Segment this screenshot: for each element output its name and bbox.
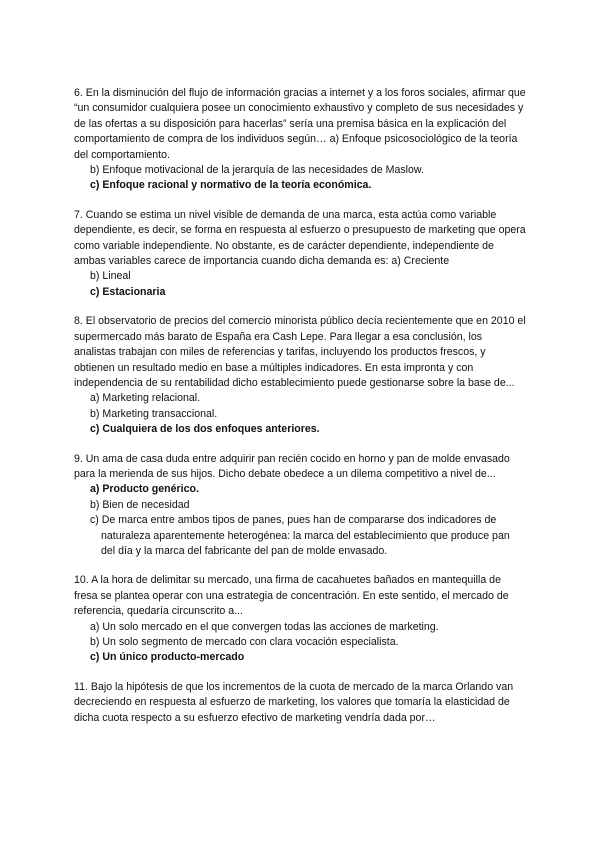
question-9 <box>74 452 526 560</box>
answer-option: b) Enfoque motivacional de la jerarquía de las necesidades de Maslow. <box>90 164 424 177</box>
question-stem: 7. Cuando se estima un nivel visible de demanda de una marca, esta actúa como variable dependiente, es decir, se forma en respuesta al esfuerzo o presupuesto de marketing que opera como variable independiente. No obstante, es de carácter dependiente, independiente de ambas variables carece de importancia cuando dicha demanda es: a) Creciente <box>74 208 526 268</box>
answer-option: b) Bien de necesidad <box>90 498 190 511</box>
answer-option-correct: c) Cualquiera de los dos enfoques anteriores. <box>90 423 320 436</box>
question-stem: 11. Bajo la hipótesis de que los incrementos de la cuota de mercado de la marca Orlando van decreciendo en respuesta al esfuerzo de marketing, los valores que tomaría la elasticidad de dicha cuota respecto a su esfuerzo efectivo de marketing vendría dada por… <box>74 680 514 724</box>
question-8 <box>74 314 526 437</box>
question-11 <box>74 680 526 726</box>
answer-option: b) Lineal <box>90 270 131 283</box>
answer-option: a) Marketing relacional. <box>90 392 201 405</box>
answer-option: a) Un solo mercado en el que convergen todas las acciones de marketing. <box>90 620 439 633</box>
answer-option: c) De marca entre ambos tipos de panes, pues han de compararse dos indicadores de naturaleza aparentemente heterogénea: la marca del establecimiento que produce pan del día y la marca del fabricante del pan de molde envasado. <box>90 514 510 557</box>
questions-list <box>74 86 526 740</box>
question-stem: 8. El observatorio de precios del comercio minorista público decía recientemente que en 2010 el supermercado más barato de España era Cash Lepe. Para llegar a esa conclusión, los analistas trabajan con miles de referencias y tarifas, incluyendo los productos frescos, y obtienen un resultado medio en base a múltiples indicadores. En esta impronta y con independencia de su rentabilidad dicho establecimiento puede gestionarse sobre la base de... <box>74 315 526 389</box>
answer-option-correct: a) Producto genérico. <box>90 483 199 496</box>
answer-option-correct: c) Estacionaria <box>90 285 166 298</box>
answer-option: b) Un solo segmento de mercado con clara vocación especialista. <box>90 636 399 648</box>
answer-option: b) Marketing transaccional. <box>90 407 218 420</box>
question-stem: 10. A la hora de delimitar su mercado, una firma de cacahuetes bañados en mantequilla de fresa se plantea operar con una estrategia de concentración. En este sentido, el mercado de referencia, quedaría circunscrito a... <box>74 574 509 618</box>
answer-option-correct: c) Enfoque racional y normativo de la teoría económica. <box>90 179 372 192</box>
question-stem: 6. En la disminución del flujo de información gracias a internet y a los foros sociales, afirmar que “un consumidor cualquiera posee un conocimiento exhaustivo y completo de sus necesidades y de las ofertas a su disposición para hacerlas” sería una premisa básica en la explicación del comportamiento de compra de los individuos según… a) Enfoque psicosociológico de la teoría del comportamiento. <box>74 87 526 161</box>
question-6 <box>74 86 526 194</box>
answer-option-correct: c) Un único producto-mercado <box>90 651 245 664</box>
question-10 <box>74 573 526 665</box>
question-7 <box>74 208 526 300</box>
question-stem: 9. Un ama de casa duda entre adquirir pan recién cocido en horno y pan de molde envasado para la merienda de sus hijos. Dicho debate obedece a un dilema competitivo a nivel de... <box>74 452 510 480</box>
